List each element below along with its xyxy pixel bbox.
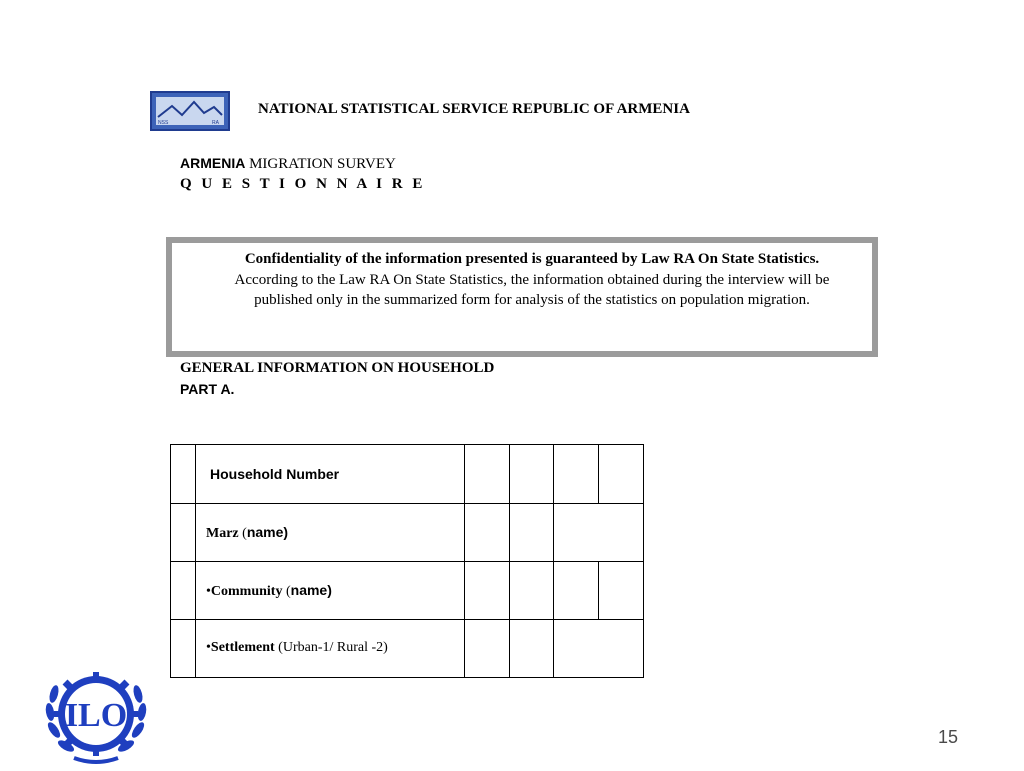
marz-empty-cell — [553, 503, 644, 562]
survey-title — [180, 155, 396, 173]
table-row — [195, 561, 465, 620]
marz-label-name: name) — [246, 524, 289, 540]
nss-armenia-logo-icon — [150, 91, 230, 131]
table-row — [195, 503, 465, 562]
survey-subtitle: Q U E S T I O N N A I R E — [180, 176, 426, 192]
table-row — [195, 444, 465, 504]
marz-box-2[interactable] — [509, 503, 554, 562]
settlement-empty-cell — [553, 619, 644, 678]
settlement-box-2[interactable] — [509, 619, 554, 678]
ilo-text: ILO — [64, 697, 128, 734]
household-number-box-3[interactable] — [553, 444, 599, 504]
community-label — [206, 582, 332, 600]
community-box-1[interactable] — [464, 561, 510, 620]
community-box-3[interactable] — [553, 561, 599, 620]
community-box-2[interactable] — [509, 561, 554, 620]
settlement-bullet: • — [206, 640, 211, 655]
confidentiality-heading: Confidentiality of the information presented is guaranteed by Law RA On State Statistics. — [244, 251, 820, 267]
community-label-bold: Community — [210, 584, 283, 599]
table-index-cell — [170, 503, 196, 562]
marz-box-1[interactable] — [464, 503, 510, 562]
marz-label — [206, 524, 288, 542]
logo-text-left: NSS — [158, 120, 169, 126]
confidentiality-box — [166, 237, 878, 357]
table-index-cell — [170, 444, 196, 504]
page-number: 15 — [938, 727, 959, 747]
confidentiality-body: According to the Law RA On State Statistics, the information obtained during the interview will be published only in the summarized form for analysis of the statistics on population migration. — [234, 271, 830, 308]
table-row — [195, 619, 465, 678]
community-label-name: name) — [290, 582, 332, 598]
logo-text-right: RA — [212, 120, 219, 126]
marz-label-bold: Marz — [206, 526, 239, 541]
settlement-label-rest: (Urban-1/ Rural -2) — [274, 640, 388, 655]
household-number-box-1[interactable] — [464, 444, 510, 504]
table-index-cell — [170, 619, 196, 678]
survey-country: ARMENIA — [180, 155, 246, 171]
household-number-box-4[interactable] — [598, 444, 644, 504]
section-title: GENERAL INFORMATION ON HOUSEHOLD — [180, 360, 495, 376]
settlement-box-1[interactable] — [464, 619, 510, 678]
settlement-label-bold: Settlement — [210, 640, 275, 655]
community-box-4[interactable] — [598, 561, 644, 620]
ilo-emblem-icon — [44, 672, 148, 766]
org-title: NATIONAL STATISTICAL SERVICE REPUBLIC OF ARMENIA — [258, 101, 690, 117]
community-bullet: • — [206, 584, 211, 599]
part-label: PART A. — [180, 381, 235, 397]
settlement-label — [206, 640, 388, 656]
survey-title-rest: MIGRATION SURVEY — [245, 156, 396, 172]
community-label-rest: ( — [282, 584, 291, 599]
table-index-cell — [170, 561, 196, 620]
marz-label-rest: ( — [238, 526, 247, 541]
household-number-label: Household Number — [210, 466, 340, 482]
household-number-box-2[interactable] — [509, 444, 554, 504]
